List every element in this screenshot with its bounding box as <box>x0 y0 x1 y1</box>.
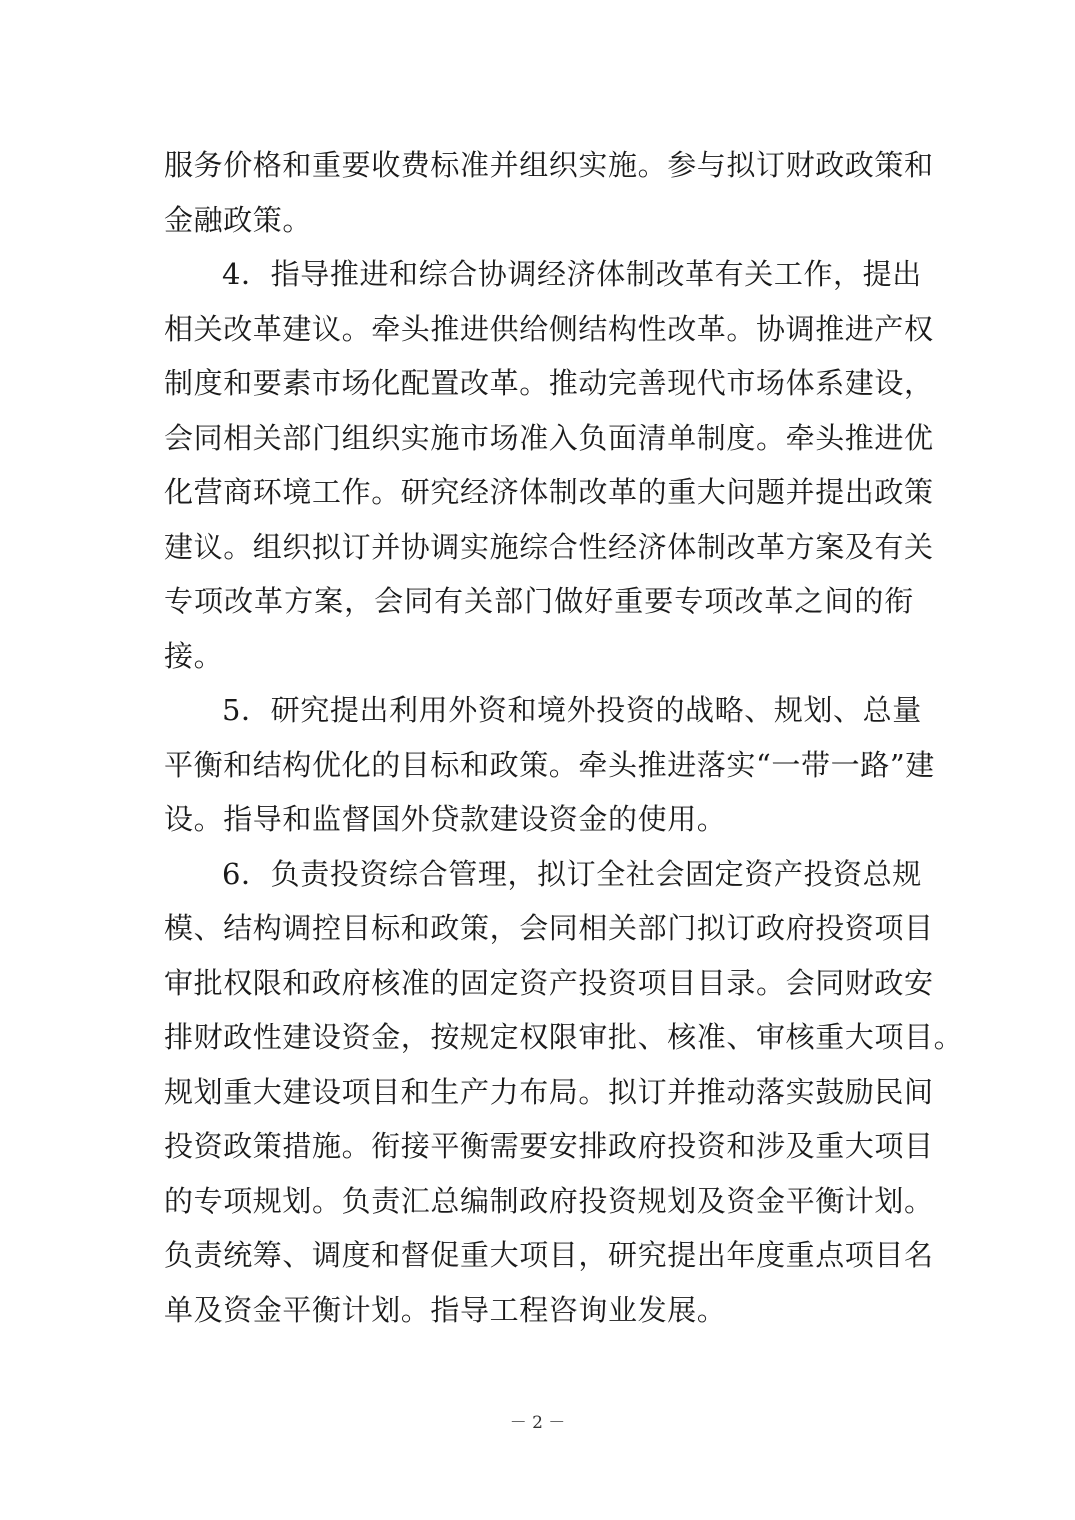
paragraph-continuation <box>164 138 934 247</box>
text-line: 化营商环境工作。研究经济体制改革的重大问题并提出政策 <box>164 475 934 509</box>
text-line: 规划重大建设项目和生产力布局。拟订并推动落实鼓励民间 <box>164 1074 934 1109</box>
page-number: － 2 － <box>509 1413 566 1433</box>
text-line: 会同相关部门组织实施市场准入负面清单制度。牵头推进优 <box>164 420 934 455</box>
text-line: 建议。组织拟订并协调实施综合性经济体制改革方案及有关 <box>164 529 934 564</box>
paragraph-item-6 <box>164 847 964 1338</box>
text-line: 平衡和结构优化的目标和政策。牵头推进落实“一带一路”建 <box>164 747 935 782</box>
text-line: 审批权限和政府核准的固定资产投资项目目录。会同财政安 <box>164 965 934 1000</box>
text-line: 投资政策措施。衔接平衡需要安排政府投资和涉及重大项目 <box>164 1129 934 1163</box>
text-line: 金融政策。 <box>164 202 313 237</box>
text-line: 模、结构调控目标和政策，会同相关部门拟订政府投资项目 <box>164 911 934 945</box>
text-line: 5．研究提出利用外资和境外投资的战略、规划、总量 <box>222 693 922 727</box>
text-line: 负责统筹、调度和督促重大项目，研究提出年度重点项目名 <box>164 1238 934 1272</box>
text-line: 服务价格和重要收费标准并组织实施。参与拟订财政政策和 <box>164 148 934 182</box>
text-line: 的专项规划。负责汇总编制政府投资规划及资金平衡计划。 <box>164 1183 934 1218</box>
text-line: 制度和要素市场化配置改革。推动完善现代市场体系建设， <box>164 366 934 400</box>
paragraph-item-4 <box>164 247 934 683</box>
text-line: 单及资金平衡计划。指导工程咨询业发展。 <box>164 1292 727 1327</box>
text-line: 排财政性建设资金，按规定权限审批、核准、审核重大项目。 <box>164 1020 964 1054</box>
text-line: 相关改革建议。牵头推进供给侧结构性改革。协调推进产权 <box>164 311 934 346</box>
text-line: 设。指导和监督国外贷款建设资金的使用。 <box>164 802 727 836</box>
text-line: 6．负责投资综合管理，拟订全社会固定资产投资总规 <box>222 856 922 891</box>
body-text <box>164 138 964 1337</box>
paragraph-item-5 <box>164 683 935 847</box>
text-line: 接。 <box>164 638 224 673</box>
text-line: 4．指导推进和综合协调经济体制改革有关工作，提出 <box>222 257 922 291</box>
text-line: 专项改革方案，会同有关部门做好重要专项改革之间的衔 <box>164 584 914 618</box>
